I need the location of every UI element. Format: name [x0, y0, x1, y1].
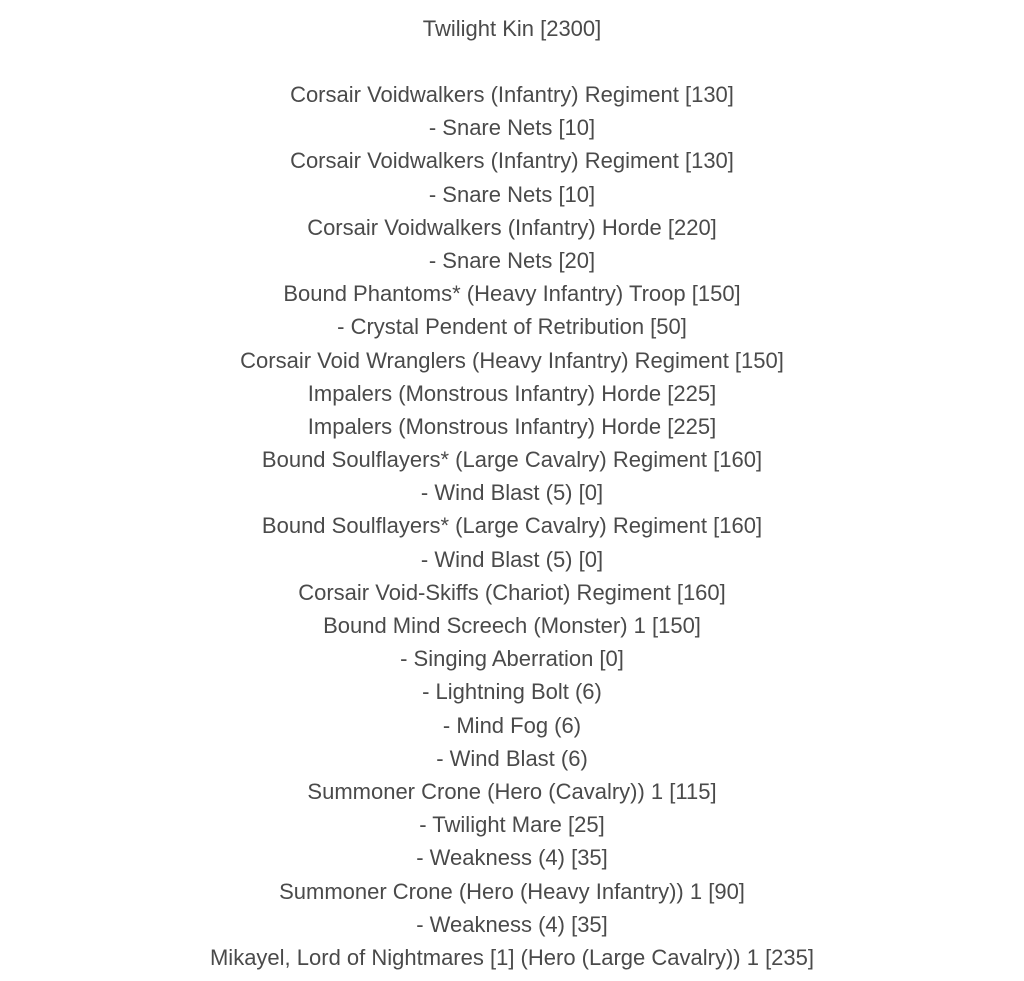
upgrade-line: - Snare Nets [10]	[428, 181, 596, 207]
upgrade-line: - Wind Blast (6)	[436, 745, 588, 771]
upgrade-line: - Wind Blast (5) [0]	[420, 480, 604, 506]
unit-line: Bound Soulflayers* (Large Cavalry) Regiment [160]	[261, 513, 763, 539]
upgrade-line: - Mind Fog (6)	[442, 712, 582, 738]
unit-line: Impalers (Monstrous Infantry) Horde [225]	[307, 380, 717, 406]
unit-line: Corsair Voidwalkers (Infantry) Regiment [130]	[290, 148, 734, 174]
unit-line: Summoner Crone (Hero (Cavalry)) 1 [115]	[307, 778, 717, 804]
army-list-title: Twilight Kin [2300]	[422, 16, 602, 41]
army-list	[0, 78, 1024, 974]
unit-line: Impalers (Monstrous Infantry) Horde [225]	[307, 413, 717, 439]
upgrade-line: - Snare Nets [20]	[428, 247, 596, 273]
unit-line: Corsair Void Wranglers (Heavy Infantry) Regiment [150]	[240, 347, 784, 373]
unit-line: Summoner Crone (Hero (Heavy Infantry)) 1 [90]	[279, 878, 745, 904]
upgrade-line: - Snare Nets [10]	[428, 115, 596, 141]
upgrade-line: - Weakness (4) [35]	[416, 911, 608, 937]
upgrade-line: - Lightning Bolt (6)	[422, 679, 602, 705]
blank-line	[0, 45, 1024, 78]
upgrade-line: - Crystal Pendent of Retribution [50]	[337, 314, 687, 340]
upgrade-line: - Singing Aberration [0]	[400, 646, 624, 672]
upgrade-line: - Twilight Mare [25]	[419, 812, 605, 838]
unit-line: Corsair Void-Skiffs (Chariot) Regiment [160]	[298, 579, 726, 605]
unit-line: Bound Soulflayers* (Large Cavalry) Regiment [160]	[261, 447, 763, 473]
unit-line: Corsair Voidwalkers (Infantry) Horde [220]	[307, 214, 717, 240]
upgrade-line: - Weakness (4) [35]	[416, 845, 608, 871]
army-list-document	[0, 12, 1024, 974]
unit-line: Corsair Voidwalkers (Infantry) Regiment [130]	[290, 82, 734, 107]
unit-line: Bound Mind Screech (Monster) 1 [150]	[323, 613, 701, 638]
upgrade-line: - Wind Blast (5) [0]	[420, 546, 604, 572]
unit-line: Mikayel, Lord of Nightmares [1] (Hero (Large Cavalry)) 1 [235]	[209, 944, 814, 970]
unit-line: Bound Phantoms* (Heavy Infantry) Troop [150]	[283, 281, 741, 307]
